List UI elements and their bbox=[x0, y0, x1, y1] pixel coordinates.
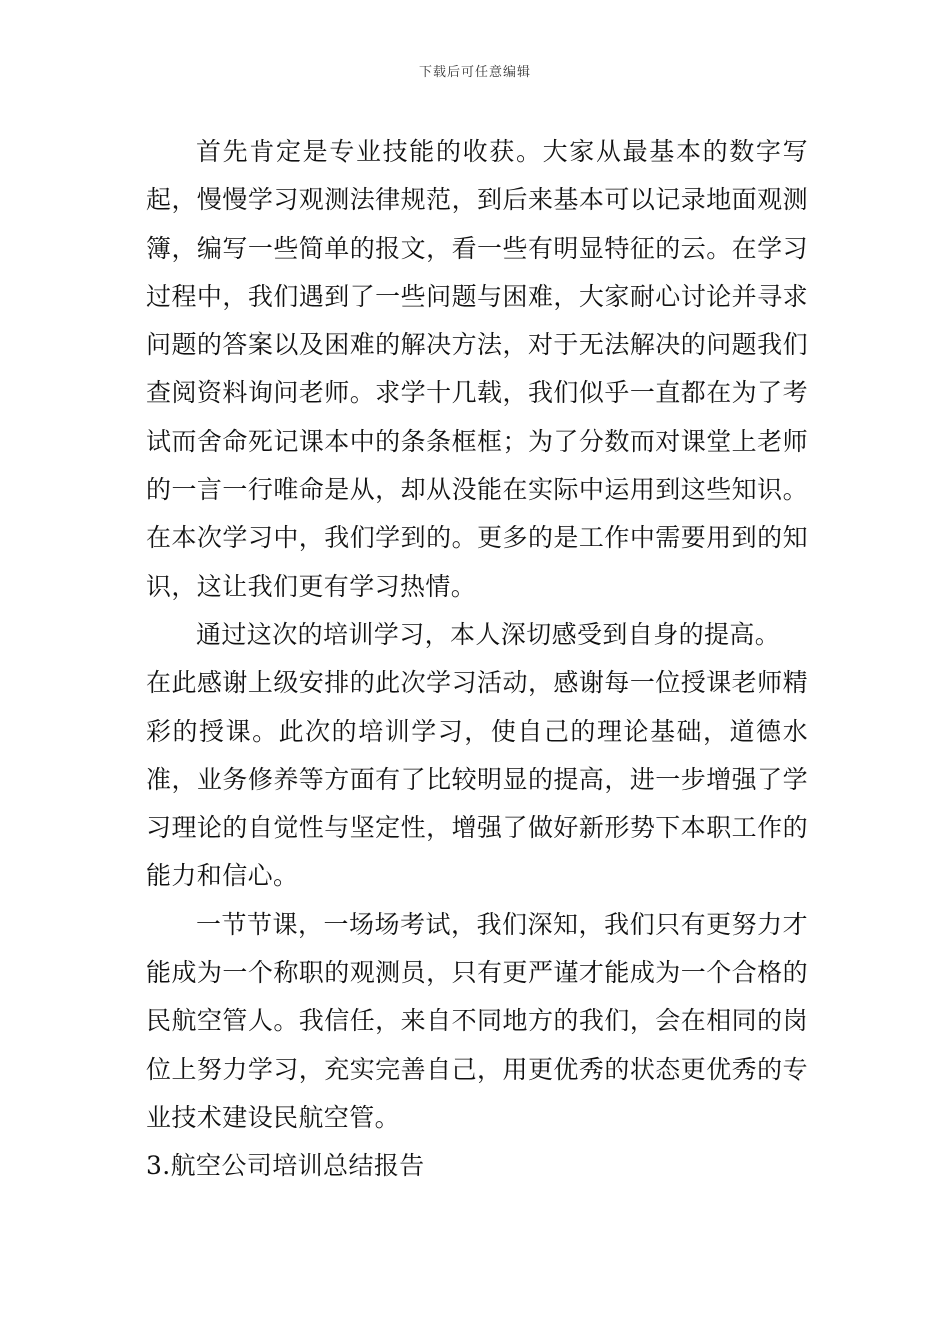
document-body bbox=[146, 128, 808, 1191]
paragraph-thanks: 在此感谢上级安排的此次学习活动，感谢每一位授课老师精彩的授课。此次的培训学习，使自己的理论基础，道德水准，业务修养等方面有了比较明显的提高，进一步增强了学习理论的自觉性与坚定性，增强了做好新形势下本职工作的能力和信心。 bbox=[146, 668, 808, 891]
paragraph-improvement: 通过这次的培训学习，本人深切感受到自身的提高。 bbox=[196, 619, 781, 649]
paragraph-conclusion: 一节节课，一场场考试，我们深知，我们只有更努力才能成为一个称职的观测员，只有更严谨才能成为一个合格的民航空管人。我信任，来自不同地方的我们，会在相同的岗位上努力学习，充实完善自己，用更优秀的状态更优秀的专业技术建设民航空管。 bbox=[146, 909, 808, 1132]
paragraph-skills: 首先肯定是专业技能的收获。大家从最基本的数字写起，慢慢学习观测法律规范，到后来基本可以记录地面观测簿，编写一些简单的报文，看一些有明显特征的云。在学习过程中，我们遇到了一些问题与困难，大家耐心讨论并寻求问题的答案以及困难的解决方法，对于无法解决的问题我们查阅资料询问老师。求学十几载，我们似乎一直都在为了考试而舍命死记课本中的条条框框；为了分数而对课堂上老师的一言一行唯命是从，却从没能在实际中运用到这些知识。在本次学习中，我们学到的。更多的是工作中需要用到的知识，这让我们更有学习热情。 bbox=[146, 137, 808, 601]
section-heading: 3.航空公司培训总结报告 bbox=[146, 1151, 425, 1181]
page-header-note: 下载后可任意编辑 bbox=[418, 65, 531, 80]
